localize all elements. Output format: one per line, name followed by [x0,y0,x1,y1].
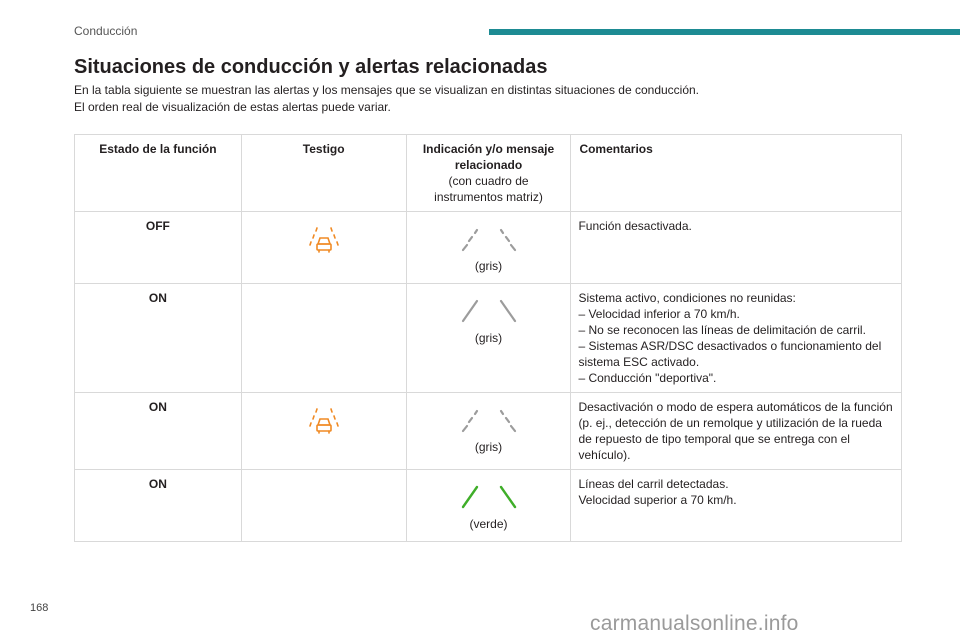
state-cell: ON [75,393,242,470]
indication-cell [406,393,571,470]
table-row [75,470,902,542]
header-indication [406,135,571,212]
comment-line: – Velocidad inferior a 70 km/h. [578,307,740,321]
page-number: 168 [30,602,49,614]
comments-cell [571,284,902,393]
comments-cell [571,470,902,542]
intro-text [74,82,914,116]
section-label: Conducción [74,24,138,38]
comment-line: – Conducción "deportiva". [578,371,717,385]
comment-line: Velocidad superior a 70 km/h. [578,493,737,507]
lane-color-caption: (gris) [474,259,503,273]
indication-cell [406,470,571,542]
page-title: Situaciones de conducción y alertas relacionadas [74,56,548,78]
comment-line: Líneas del carril detectadas. [578,477,729,491]
alerts-table [74,134,902,542]
telltale-cell [241,470,406,542]
lane-lines-dashed-grey-icon [459,405,519,435]
lane-lines-solid-green-icon [459,482,519,512]
state-cell: ON [75,284,242,393]
section-accent-bar [489,29,960,35]
comments-cell [571,212,902,284]
comment-line: Desactivación o modo de espera automáticos de la función (p. ej., detección de un remolque y utilización de la rueda de repuesto de tipo temporal que se entrega con el vehículo). [578,400,893,462]
indication-cell [406,284,571,393]
intro-line: El orden real de visualización de estas alertas puede variar. [74,100,391,114]
comments-cell [571,393,902,470]
header-state: Estado de la función [75,135,242,212]
table-row [75,284,902,393]
comment-line: – Sistemas ASR/DSC desactivados o funcionamiento del sistema ESC activado. [578,339,882,369]
header-comments: Comentarios [571,135,902,212]
header-indication-label: Indicación y/o mensaje relacionado [422,142,555,172]
table-row [75,212,902,284]
header-indication-sub: (con cuadro de instrumentos matriz) [434,174,543,204]
lane-color-caption: (gris) [474,331,503,345]
lane-keep-car-icon-orange [308,226,340,256]
lane-lines-dashed-grey-icon [459,224,519,254]
table-row [75,393,902,470]
comment-line: – No se reconocen las líneas de delimitación de carril. [578,323,866,337]
lane-lines-solid-grey-icon [459,296,519,326]
indication-cell [406,212,571,284]
intro-line: En la tabla siguiente se muestran las alertas y los mensajes que se visualizan en distintas situaciones de conducción. [74,83,700,97]
comment-line: Función desactivada. [578,219,692,233]
state-cell: ON [75,470,242,542]
header-telltale: Testigo [241,135,406,212]
watermark: carmanualsonline.info [590,612,799,635]
lane-keep-car-icon-orange [308,407,340,437]
lane-color-caption: (verde) [469,517,508,531]
lane-color-caption: (gris) [474,440,503,454]
table-header-row [75,135,902,212]
state-cell: OFF [75,212,242,284]
telltale-cell [241,393,406,470]
comment-line: Sistema activo, condiciones no reunidas: [578,291,796,305]
telltale-cell [241,212,406,284]
telltale-cell [241,284,406,393]
